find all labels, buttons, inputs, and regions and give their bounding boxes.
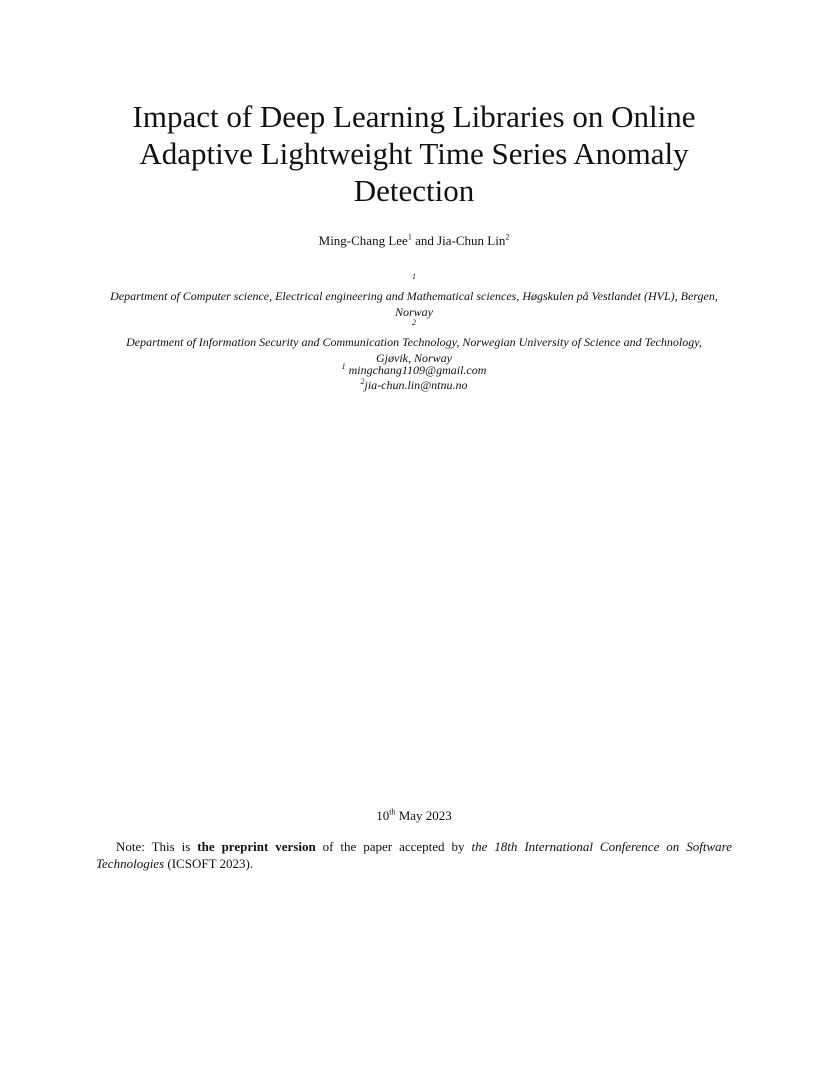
affiliation-2 bbox=[96, 318, 732, 366]
affiliation-1-line-2: Norway bbox=[394, 305, 433, 319]
author-1-name: Ming-Chang Lee bbox=[318, 233, 408, 248]
author-2-sup: 2 bbox=[505, 232, 510, 242]
publication-date bbox=[96, 808, 732, 824]
note-suffix: (ICSOFT 2023). bbox=[164, 856, 254, 871]
title-line-3: Detection bbox=[353, 173, 475, 208]
author-1-sup: 1 bbox=[407, 232, 412, 242]
note-italic-2: Technologies bbox=[96, 856, 165, 871]
author-list bbox=[96, 233, 732, 249]
affiliation-1-sup: 1 bbox=[412, 272, 416, 281]
author-2-name: Jia-Chun Lin bbox=[437, 233, 506, 248]
date-day-suffix: th bbox=[389, 807, 396, 817]
author-connector: and bbox=[411, 233, 438, 248]
note-italic-1: the 18th International Conference on Software bbox=[471, 839, 732, 854]
email-1-sup: 1 bbox=[341, 362, 346, 371]
email-2-sup: 2 bbox=[360, 377, 365, 386]
note-mid: of the paper accepted by bbox=[315, 839, 472, 854]
date-day: 10 bbox=[376, 808, 390, 823]
title-line-1: Impact of Deep Learning Libraries on Online bbox=[132, 99, 696, 134]
note-bold: the preprint version bbox=[197, 839, 316, 854]
affiliation-2-line-2: Gjøvik, Norway bbox=[376, 351, 452, 365]
affiliation-2-line-1 bbox=[96, 318, 732, 350]
note-line-1 bbox=[96, 838, 732, 855]
date-rest: May 2023 bbox=[395, 808, 452, 823]
note-line-2 bbox=[96, 855, 732, 872]
affiliation-2-text: Department of Information Security and Communication Technology, Norwegian University of Science and Technology, bbox=[126, 335, 702, 349]
email-2 bbox=[96, 378, 732, 393]
paper-title bbox=[96, 98, 732, 209]
email-1-address: mingchang1109@gmail.com bbox=[345, 363, 487, 377]
email-2-address: jia-chun.lin@ntnu.no bbox=[364, 378, 468, 392]
affiliation-1-line-1 bbox=[96, 272, 732, 304]
email-1 bbox=[96, 363, 732, 378]
email-list bbox=[96, 363, 732, 393]
title-line-2: Adaptive Lightweight Time Series Anomaly bbox=[139, 136, 689, 171]
preprint-note bbox=[96, 838, 732, 872]
note-prefix: Note: This is bbox=[116, 839, 198, 854]
affiliation-1-text: Department of Computer science, Electrical engineering and Mathematical sciences, Høgskulen på Vestlandet (HVL), Bergen, bbox=[110, 289, 718, 303]
affiliation-2-sup: 2 bbox=[412, 318, 416, 327]
affiliation-1 bbox=[96, 272, 732, 320]
